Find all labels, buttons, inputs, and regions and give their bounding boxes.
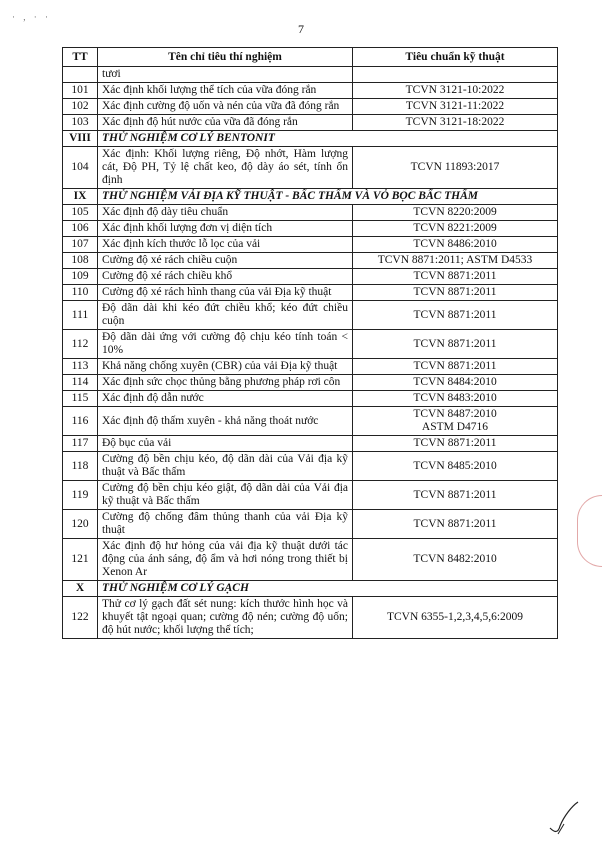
standard-code: TCVN 8220:2009 (413, 206, 497, 218)
section-row (63, 131, 558, 147)
table-row (63, 539, 558, 581)
section-row (63, 189, 558, 205)
standard-code: TCVN 8484:2010 (413, 376, 497, 388)
test-name: Xác định cường độ uốn và nén của vữa đã đóng rắn (98, 99, 353, 115)
table-row (63, 481, 558, 510)
row-number: 113 (63, 359, 98, 375)
test-name: tươi (98, 67, 353, 83)
table-row (63, 67, 558, 83)
test-name: Xác định độ hút nước của vữa đã đóng rắn (98, 115, 353, 131)
row-number: 122 (63, 597, 98, 639)
header-test-name: Tên chỉ tiêu thí nghiệm (98, 48, 353, 67)
test-name: Xác định sức chọc thủng bằng phương pháp rơi côn (98, 375, 353, 391)
table-row (63, 253, 558, 269)
technical-standard (353, 510, 558, 539)
row-number: 112 (63, 330, 98, 359)
table-row (63, 237, 558, 253)
technical-standard (353, 221, 558, 237)
test-name: Xác định độ dẫn nước (98, 391, 353, 407)
table-row (63, 452, 558, 481)
standard-code: TCVN 8483:2010 (413, 392, 497, 404)
test-name: Xác định độ thấm xuyên - khả năng thoát nước (98, 407, 353, 436)
row-number: 105 (63, 205, 98, 221)
standard-code: TCVN 8221:2009 (413, 222, 497, 234)
technical-standard (353, 83, 558, 99)
technical-standard (353, 237, 558, 253)
table-row (63, 285, 558, 301)
table-header-row (63, 48, 558, 67)
technical-standard (353, 597, 558, 639)
section-title: THỬ NGHIỆM VẢI ĐỊA KỸ THUẬT - BẤC THẤM VÀ VỎ BỌC BẤC THẤM (98, 189, 558, 205)
test-name: Cường độ bền chịu kéo, độ dãn dài của Vải địa kỹ thuật và Bấc thấm (98, 452, 353, 481)
section-row (63, 581, 558, 597)
row-number: IX (63, 189, 98, 205)
standard-code: TCVN 8871:2011 (413, 517, 497, 530)
red-stamp-fragment (577, 495, 602, 567)
test-name: Xác định khối lượng thể tích của vữa đóng rắn (98, 83, 353, 99)
table-row (63, 147, 558, 189)
test-standards-table (62, 47, 558, 639)
corner-marks: · , · · (12, 12, 51, 22)
page-number: 7 (298, 22, 304, 36)
row-number: 118 (63, 452, 98, 481)
test-name: Xác định: Khối lượng riêng, Độ nhớt, Hàm lượng cát, Độ PH, Tỷ lệ chất keo, độ dày áo sét, tính ổn định (98, 147, 353, 189)
technical-standard (353, 436, 558, 452)
table-row (63, 510, 558, 539)
technical-standard (353, 147, 558, 189)
standard-code: TCVN 3121-18:2022 (405, 116, 505, 128)
standard-code: TCVN 11893:2017 (410, 161, 500, 173)
technical-standard (353, 269, 558, 285)
standard-code: TCVN 8871:2011 (413, 308, 497, 321)
test-name: Cường độ xé rách chiều cuộn (98, 253, 353, 269)
row-number: 116 (63, 407, 98, 436)
standard-code: TCVN 6355-1,2,3,4,5,6:2009 (386, 611, 524, 623)
test-name: Cường độ bền chịu kéo giật, độ dãn dài của Vải địa kỹ thuật và Bấc thấm (98, 481, 353, 510)
row-number: 103 (63, 115, 98, 131)
standard-code: TCVN 8871:2011 (413, 286, 497, 298)
row-number: 106 (63, 221, 98, 237)
technical-standard (353, 205, 558, 221)
table-row (63, 359, 558, 375)
table-row (63, 83, 558, 99)
standard-code: TCVN 8487:2010 (413, 408, 497, 420)
header-tt: TT (63, 48, 98, 67)
table-row (63, 269, 558, 285)
technical-standard (353, 481, 558, 510)
row-number: 111 (63, 301, 98, 330)
table-row (63, 407, 558, 436)
standard-code: TCVN 8871:2011 (413, 437, 497, 449)
standard-code: TCVN 8486:2010 (413, 238, 497, 250)
technical-standard (353, 539, 558, 581)
section-title: THỬ NGHIỆM CƠ LÝ GẠCH (98, 581, 558, 597)
row-number: 108 (63, 253, 98, 269)
technical-standard (353, 99, 558, 115)
table-row (63, 205, 558, 221)
table-row (63, 375, 558, 391)
test-name: Cường độ xé rách chiều khổ (98, 269, 353, 285)
test-name: Xác định kích thước lỗ lọc của vải (98, 237, 353, 253)
table-row (63, 436, 558, 452)
row-number: 107 (63, 237, 98, 253)
standard-code: TCVN 8871:2011 (413, 488, 497, 501)
technical-standard (353, 359, 558, 375)
technical-standard (353, 67, 558, 83)
row-number: 102 (63, 99, 98, 115)
standard-code: TCVN 8871:2011 (413, 270, 497, 282)
standard-code: TCVN 3121-10:2022 (405, 84, 505, 96)
standard-code: TCVN 8871:2011; ASTM D4533 (377, 254, 533, 266)
row-number: X (63, 581, 98, 597)
technical-standard (353, 330, 558, 359)
row-number: 119 (63, 481, 98, 510)
standard-code: TCVN 8485:2010 (413, 459, 497, 472)
section-title: THỬ NGHIỆM CƠ LÝ BENTONIT (98, 131, 558, 147)
table-row (63, 391, 558, 407)
row-number: 121 (63, 539, 98, 581)
standard-code: TCVN 8871:2011 (413, 337, 497, 350)
table-row (63, 301, 558, 330)
test-name: Xác định độ hư hỏng của vải địa kỹ thuật dưới tác động của ánh sáng, độ ẩm và hơi nóng trong thiết bị Xenon Ar (98, 539, 353, 581)
test-name: Xác định khối lượng đơn vị diện tích (98, 221, 353, 237)
row-number: 110 (63, 285, 98, 301)
technical-standard (353, 407, 558, 436)
test-name: Độ dãn dài ứng với cường độ chịu kéo tính toán < 10% (98, 330, 353, 359)
row-number: 115 (63, 391, 98, 407)
test-name: Độ dãn dài khi kéo đứt chiều khổ; kéo đứt chiều cuộn (98, 301, 353, 330)
table-row (63, 99, 558, 115)
table-row (63, 115, 558, 131)
standard-code: TCVN 8871:2011 (413, 360, 497, 372)
row-number (63, 67, 98, 83)
row-number: 114 (63, 375, 98, 391)
standard-code: TCVN 8482:2010 (413, 553, 497, 565)
row-number: 104 (63, 147, 98, 189)
row-number: 120 (63, 510, 98, 539)
signature-mark (542, 798, 582, 838)
test-name: Thử cơ lý gạch đất sét nung: kích thước hình học và khuyết tật ngoại quan; cường độ nén; cường độ uốn; độ hút nước; khối lượng thể tích; (98, 597, 353, 639)
technical-standard (353, 115, 558, 131)
test-name: Cường độ chống đâm thủng thanh của vải Địa kỹ thuật (98, 510, 353, 539)
row-number: 109 (63, 269, 98, 285)
row-number: VIII (63, 131, 98, 147)
test-name: Độ bục của vải (98, 436, 353, 452)
technical-standard (353, 391, 558, 407)
standard-code-secondary: ASTM D4716 (421, 421, 489, 433)
technical-standard (353, 301, 558, 330)
row-number: 117 (63, 436, 98, 452)
row-number: 101 (63, 83, 98, 99)
test-name: Xác định độ dày tiêu chuẩn (98, 205, 353, 221)
header-standard: Tiêu chuẩn kỹ thuật (353, 48, 558, 67)
technical-standard (353, 253, 558, 269)
table-row (63, 330, 558, 359)
table-row (63, 597, 558, 639)
technical-standard (353, 452, 558, 481)
table-row (63, 221, 558, 237)
test-name: Cường độ xé rách hình thang của vải Địa kỹ thuật (98, 285, 353, 301)
technical-standard (353, 375, 558, 391)
technical-standard (353, 285, 558, 301)
standard-code: TCVN 3121-11:2022 (405, 100, 505, 112)
test-name: Khả năng chống xuyên (CBR) của vải Địa kỹ thuật (98, 359, 353, 375)
